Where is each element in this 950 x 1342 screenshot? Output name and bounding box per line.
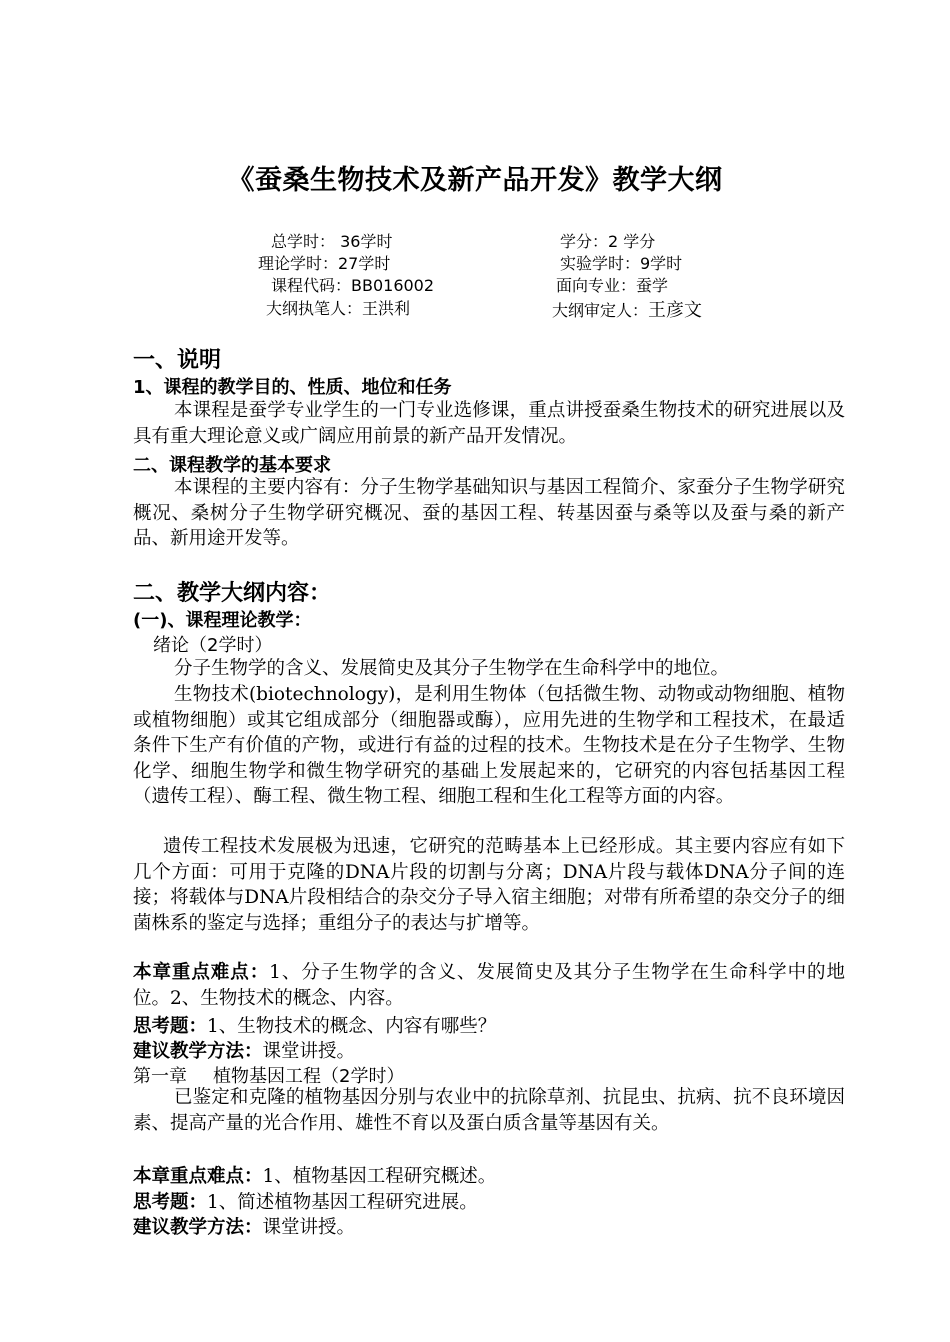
intro-method	[133, 1037, 355, 1063]
chapter-1-key-text: 1、植物基因工程研究概述。	[262, 1166, 497, 1187]
major: 面向专业：蚕学	[556, 276, 669, 295]
section-1-heading: 一、说明	[133, 348, 222, 373]
chapter-1-paragraph: 已鉴定和克隆的植物基因分别与农业中的抗除草剂、抗昆虫、抗病、抗不良环境因素、提高产量的光合作用、雄性不育以及蛋白质含量等基因有关。	[133, 1087, 845, 1134]
intro-think-text: 1、生物技术的概念、内容有哪些？	[207, 1016, 497, 1037]
chapter-1-number: 第一章	[133, 1066, 187, 1087]
intro-key-label: 本章重点难点：	[133, 962, 270, 983]
section-2-sub: (一)、课程理论教学：	[133, 610, 312, 631]
theory-hours: 理论学时：27学时	[258, 254, 391, 273]
chapter-1-key	[133, 1162, 496, 1188]
intro-key-points	[133, 960, 845, 1011]
intro-think	[133, 1012, 496, 1038]
section-1-paragraph-1: 本课程是蚕学专业学生的一门专业选修课，重点讲授蚕桑生物技术的研究进展以及具有重大理论意义或广阔应用前景的新产品开发情况。	[133, 400, 845, 447]
section-1-sub-2: 二、课程教学的基本要求	[133, 455, 331, 476]
chapter-1-method-text: 课堂讲授。	[262, 1217, 356, 1238]
intro-method-text: 课堂讲授。	[262, 1041, 356, 1062]
section-1-paragraph-2: 本课程的主要内容有：分子生物学基础知识与基因工程简介、家蚕分子生物学研究概况、桑树分子生物学研究概况、蚕的基因工程、转基因蚕与桑等以及蚕与桑的新产品、新用途开发等。	[133, 477, 845, 549]
chapter-1-name: 植物基因工程（2学时）	[213, 1066, 405, 1087]
chapter-1-key-label: 本章重点难点：	[133, 1166, 263, 1187]
chapter-1-think	[133, 1188, 478, 1214]
intro-think-label: 思考题：	[133, 1016, 208, 1037]
chapter-1-think-label: 思考题：	[133, 1192, 208, 1213]
reviewer-signature: 王彦文	[648, 300, 703, 321]
outline-reviewer	[552, 296, 702, 322]
section-1-sub-1: 1、课程的教学目的、性质、地位和任务	[133, 377, 452, 398]
chapter-1-method-label: 建议教学方法：	[133, 1217, 263, 1238]
chapter-1-method	[133, 1213, 355, 1239]
intro-paragraph-1: 分子生物学的含义、发展简史及其分子生物学在生命科学中的地位。	[174, 658, 730, 679]
page-title: 《蚕桑生物技术及新产品开发》教学大纲	[227, 165, 723, 196]
course-code: 课程代码：BB016002	[271, 276, 435, 295]
intro-title: 绪论（2学时）	[153, 635, 273, 656]
intro-method-label: 建议教学方法：	[133, 1041, 263, 1062]
section-2-heading: 二、教学大纲内容：	[133, 581, 332, 606]
outline-writer: 大纲执笔人：王洪利	[266, 299, 411, 318]
intro-paragraph-3: 遗传工程技术发展极为迅速，它研究的范畴基本上已经形成。其主要内容应有如下几个方面：可用于克隆的DNA片段的切割与分离；DNA片段与载体DNA分子间的连接；将载体与DNA片段相结合的杂交分子导入宿主细胞；对带有所希望的杂交分子的细菌株系的鉴定与选择；重组分子的表达与扩增等。	[133, 836, 845, 934]
intro-key-text: 1、分子生物学的含义、发展简史及其分子生物学在生命科学中的地位。2、生物技术的概念、内容。	[133, 962, 845, 1009]
intro-paragraph-2: 生物技术(biotechnology)，是利用生物体（包括微生物、动物或动物细胞、植物或植物细胞）或其它组成部分（细胞器或酶），应用先进的生物学和工程技术，在最适条件下生产有价值的产物，或进行有益的过程的技术。生物技术是在分子生物学、生物化学、细胞生物学和微生物学研究的基础上发展起来的，它研究的内容包括基因工程（遗传工程）、酶工程、微生物工程、细胞工程和生化工程等方面的内容。	[133, 684, 845, 807]
credits: 学分：2 学分	[560, 232, 656, 251]
lab-hours: 实验学时：9学时	[560, 254, 683, 273]
reviewer-label: 大纲审定人：	[552, 301, 649, 320]
total-hours: 总学时： 36学时	[271, 232, 393, 251]
chapter-1-think-text: 1、简述植物基因工程研究进展。	[207, 1192, 478, 1213]
